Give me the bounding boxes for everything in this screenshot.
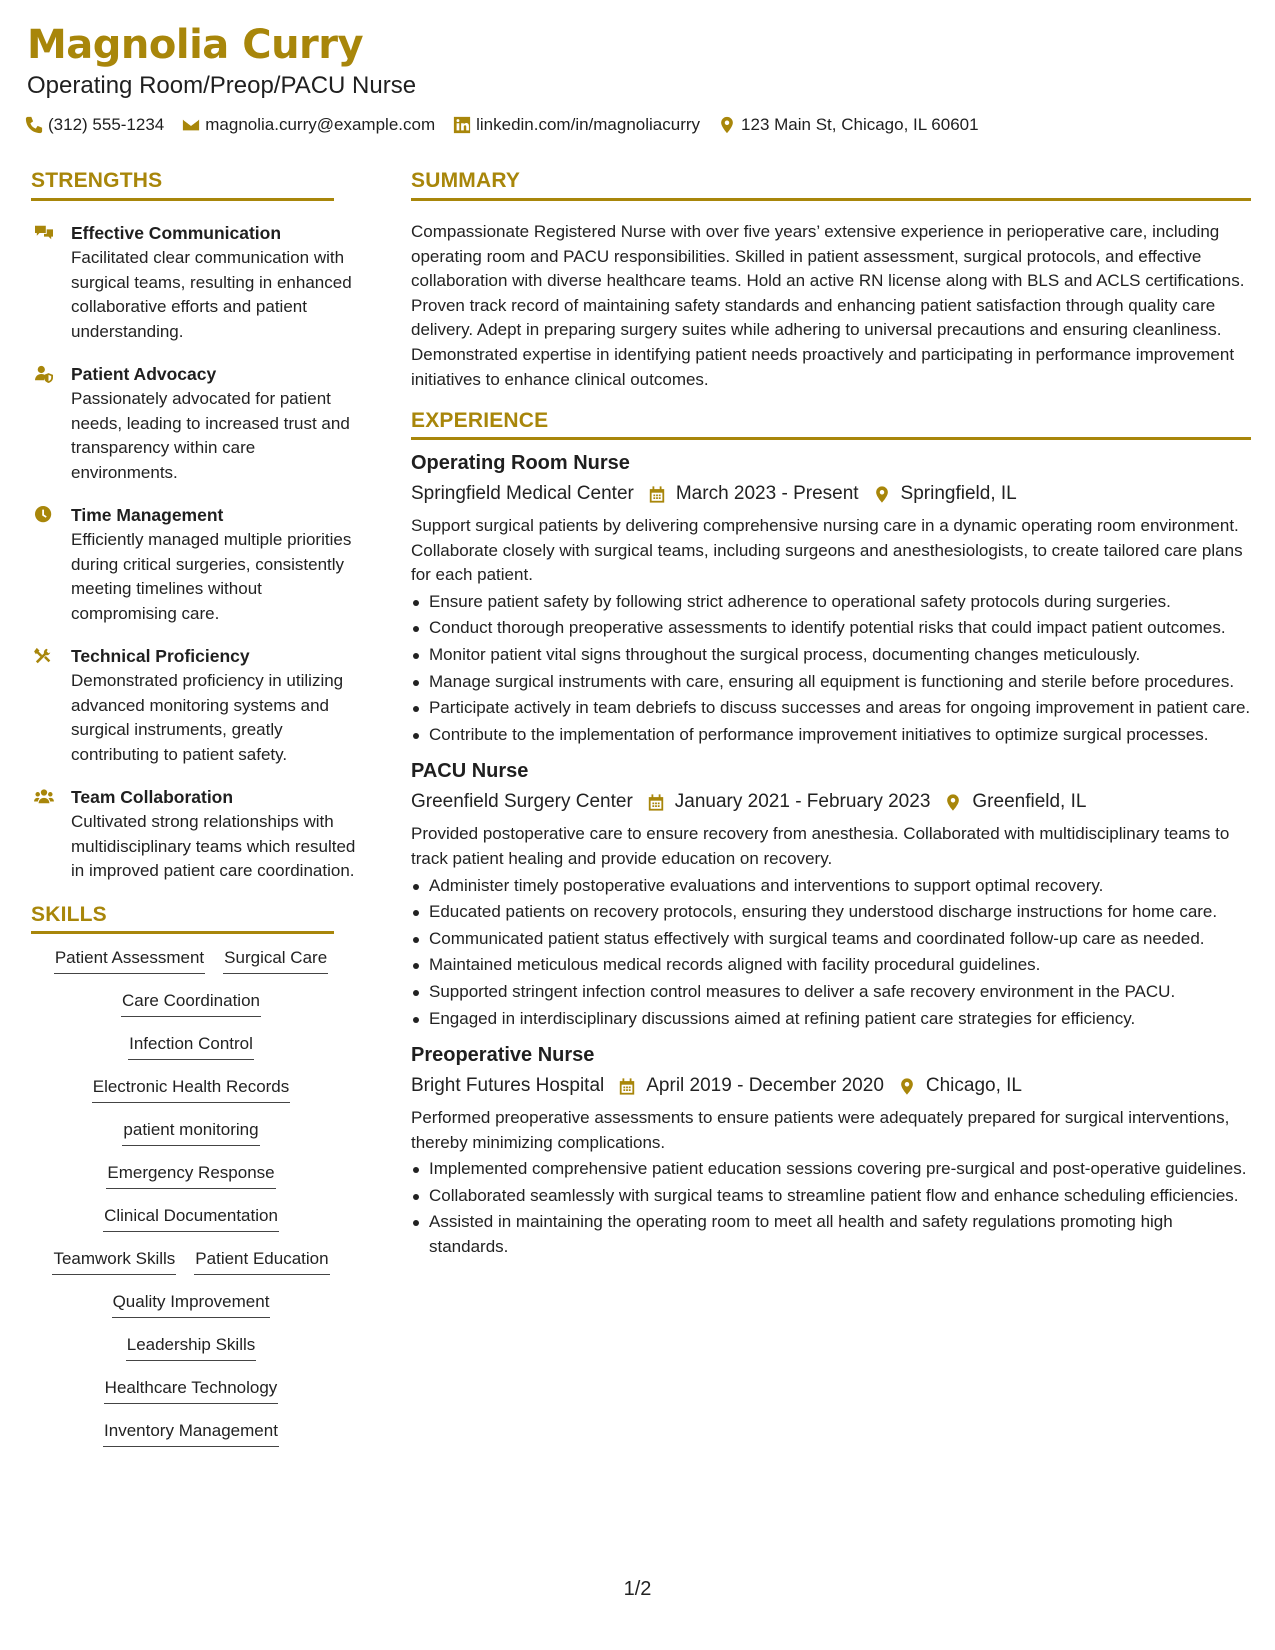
strength-title: Technical Proficiency — [71, 646, 250, 666]
job-bullets — [411, 590, 1251, 748]
job-meta — [411, 479, 1251, 509]
map-pin-icon — [898, 1077, 916, 1096]
contact-text: 123 Main St, Chicago, IL 60601 — [741, 115, 979, 134]
job-meta — [411, 1071, 1251, 1101]
skills-row — [31, 1162, 351, 1205]
job-bullets — [411, 1157, 1251, 1259]
job-entry — [411, 757, 1251, 1031]
job-meta — [411, 787, 1251, 817]
skill-tag: Inventory Management — [103, 1420, 279, 1447]
strength-item — [31, 786, 361, 884]
job-bullet: Contribute to the implementation of performance improvement initiatives to optimize surgical processes. — [411, 723, 1251, 748]
experience-divider — [411, 437, 1251, 440]
strength-description: Cultivated strong relationships with multidisciplinary teams which resulted in improved patient care coordination. — [71, 812, 356, 880]
tools-icon — [33, 647, 55, 665]
strengths-list — [31, 222, 361, 903]
linkedin-icon — [453, 116, 471, 134]
calendar-icon — [647, 793, 665, 812]
job-description: Support surgical patients by delivering comprehensive nursing care in a dynamic operating room environment. Collaborate closely with surgical teams, including surgeons and anesthesiologists, to create tailored care plans for each patient. — [411, 516, 1243, 585]
skill-tag: Clinical Documentation — [103, 1205, 279, 1232]
job-bullet: Communicated patient status effectively with surgical teams and coordinated follow-up care as needed. — [411, 927, 1251, 952]
contact-text: linkedin.com/in/magnoliacurry — [476, 115, 701, 134]
strength-description: Efficiently managed multiple priorities during critical surgeries, consistently meeting timelines without compromising care. — [71, 530, 352, 623]
job-company: Greenfield Surgery Center — [411, 791, 633, 813]
contact-bar — [25, 112, 997, 138]
skills-row — [31, 1334, 351, 1377]
phone-icon — [25, 116, 43, 134]
candidate-name: Magnolia Curry — [27, 22, 364, 68]
skills-heading: SKILLS — [31, 903, 107, 926]
strength-title: Effective Communication — [71, 223, 282, 243]
contact-item-phone — [25, 115, 164, 135]
job-dates: January 2021 - February 2023 — [674, 791, 931, 813]
job-bullet: Supported stringent infection control measures to deliver a safe recovery environment in the PACU. — [411, 980, 1251, 1005]
job-bullets — [411, 874, 1251, 1032]
calendar-icon — [648, 485, 666, 504]
skills-row — [31, 947, 351, 990]
clock-icon — [33, 506, 55, 524]
skill-tag: Leadership Skills — [126, 1334, 257, 1361]
strength-title: Team Collaboration — [71, 787, 234, 807]
job-dates: April 2019 - December 2020 — [646, 1075, 884, 1097]
strength-icon-wrap — [33, 224, 55, 242]
job-entry — [411, 1041, 1251, 1260]
skills-row — [31, 1420, 351, 1463]
experience-list — [411, 449, 1251, 1270]
contact-text: magnolia.curry@example.com — [205, 115, 436, 134]
strength-title: Patient Advocacy — [71, 364, 217, 384]
job-description: Performed preoperative assessments to ensure patients were adequately prepared for surgical interventions, thereby minimizing complications. — [411, 1108, 1230, 1152]
contact-item-map-pin — [718, 115, 979, 135]
job-location: Greenfield, IL — [972, 791, 1087, 813]
strength-title: Time Management — [71, 505, 224, 525]
map-pin-icon — [873, 485, 891, 504]
job-bullet: Educated patients on recovery protocols, ensuring they understood discharge instructions for home care. — [411, 900, 1251, 925]
summary-heading: SUMMARY — [411, 169, 521, 192]
skills-row — [31, 1205, 351, 1248]
skill-tag: Quality Improvement — [112, 1291, 271, 1318]
job-bullet: Collaborated seamlessly with surgical teams to streamline patient flow and enhance scheduling efficiencies. — [411, 1184, 1251, 1209]
strength-item — [31, 222, 361, 344]
skill-tag: Teamwork Skills — [52, 1248, 176, 1275]
skills-row — [31, 1119, 351, 1162]
strength-item — [31, 645, 361, 767]
job-bullet: Ensure patient safety by following strict adherence to operational safety protocols during surgeries. — [411, 590, 1251, 615]
skills-row — [31, 1248, 351, 1291]
strength-icon-wrap — [33, 647, 55, 665]
job-location: Springfield, IL — [900, 483, 1017, 504]
job-company: Bright Futures Hospital — [411, 1075, 605, 1097]
job-bullet: Administer timely postoperative evaluations and interventions to support optimal recovery. — [411, 874, 1251, 899]
skills-row — [31, 990, 351, 1033]
users-icon — [33, 788, 55, 806]
contact-item-envelope[interactable] — [182, 115, 435, 135]
page-number: 1/2 — [623, 1578, 652, 1600]
experience-heading: EXPERIENCE — [411, 409, 549, 432]
skills-row — [31, 1291, 351, 1334]
strength-description: Passionately advocated for patient needs, leading to increased trust and transparency within care environments. — [71, 389, 350, 482]
contact-item-linkedin[interactable] — [453, 115, 700, 135]
skill-tag: Patient Assessment — [54, 947, 205, 974]
chat-bubbles-icon — [33, 224, 55, 242]
job-title: Operating Room Nurse — [411, 452, 630, 474]
skills-row — [31, 1033, 351, 1076]
skill-tag: Care Coordination — [121, 990, 261, 1017]
strength-icon-wrap — [33, 506, 55, 524]
skill-tag: Infection Control — [128, 1033, 254, 1060]
contact-text: (312) 555-1234 — [48, 115, 165, 134]
skill-tag: Patient Education — [194, 1248, 329, 1275]
summary-divider — [411, 198, 1251, 201]
strengths-heading: STRENGTHS — [31, 169, 163, 192]
job-bullet: Participate actively in team debriefs to discuss successes and areas for ongoing improvement in patient care. — [411, 696, 1251, 721]
strengths-divider — [31, 198, 334, 201]
job-company: Springfield Medical Center — [411, 483, 634, 504]
skill-tag: patient monitoring — [122, 1119, 259, 1146]
job-bullet: Assisted in maintaining the operating room to meet all health and safety regulations promoting high standards. — [411, 1210, 1251, 1259]
strength-icon-wrap — [33, 365, 55, 383]
skill-tag: Electronic Health Records — [92, 1076, 291, 1103]
job-title: PACU Nurse — [411, 760, 529, 783]
skill-tag: Healthcare Technology — [104, 1377, 279, 1404]
job-entry — [411, 449, 1251, 747]
job-title: Preoperative Nurse — [411, 1044, 595, 1067]
skills-list — [31, 947, 351, 1463]
skills-row — [31, 1076, 351, 1119]
strength-description: Demonstrated proficiency in utilizing advanced monitoring systems and surgical instruments, greatly contributing to patient safety. — [71, 671, 344, 764]
strength-item — [31, 363, 361, 485]
job-description: Provided postoperative care to ensure recovery from anesthesia. Collaborated with multidisciplinary teams to track patient healing and provide education on recovery. — [411, 824, 1230, 868]
strength-item — [31, 504, 361, 626]
skills-row — [31, 1377, 351, 1420]
map-pin-icon — [718, 116, 736, 134]
job-bullet: Monitor patient vital signs throughout the surgical process, documenting changes meticulously. — [411, 643, 1251, 668]
job-bullet: Maintained meticulous medical records aligned with facility procedural guidelines. — [411, 953, 1251, 978]
skill-tag: Emergency Response — [106, 1162, 275, 1189]
job-location: Chicago, IL — [925, 1075, 1023, 1097]
job-dates: March 2023 - Present — [675, 483, 859, 504]
job-bullet: Implemented comprehensive patient education sessions covering pre-surgical and post-operative guidelines. — [411, 1157, 1251, 1182]
skills-divider — [31, 931, 334, 934]
calendar-icon — [618, 1077, 636, 1096]
skill-tag: Surgical Care — [223, 947, 328, 974]
job-bullet: Manage surgical instruments with care, ensuring all equipment is functioning and sterile before procedures. — [411, 670, 1251, 695]
candidate-role: Operating Room/Preop/PACU Nurse — [27, 72, 417, 99]
map-pin-icon — [944, 793, 962, 812]
job-bullet: Engaged in interdisciplinary discussions aimed at refining patient care strategies for efficiency. — [411, 1007, 1251, 1032]
summary-text: Compassionate Registered Nurse with over five years’ extensive experience in perioperative care, including operating room and PACU responsibilities. Skilled in patient assessment, surgical protocols, and effective collaboration with diverse healthcare teams. Hold an active RN license along with BLS and ACLS certifications. Proven track record of maintaining safety standards and enhancing patient satisfaction through quality care delivery. Adept in preparing surgery suites while adhering to universal precautions and ensuring cleanliness. Demonstrated expertise in identifying patient needs proactively and participating in performance improvement initiatives to enhance clinical outcomes. — [411, 222, 1245, 389]
strength-description: Facilitated clear communication with surgical teams, resulting in enhanced collaborative efforts and patient understanding. — [71, 248, 352, 341]
envelope-icon — [182, 116, 200, 134]
strength-icon-wrap — [33, 788, 55, 806]
user-shield-icon — [33, 365, 55, 383]
job-bullet: Conduct thorough preoperative assessments to identify potential risks that could impact patient outcomes. — [411, 616, 1251, 641]
